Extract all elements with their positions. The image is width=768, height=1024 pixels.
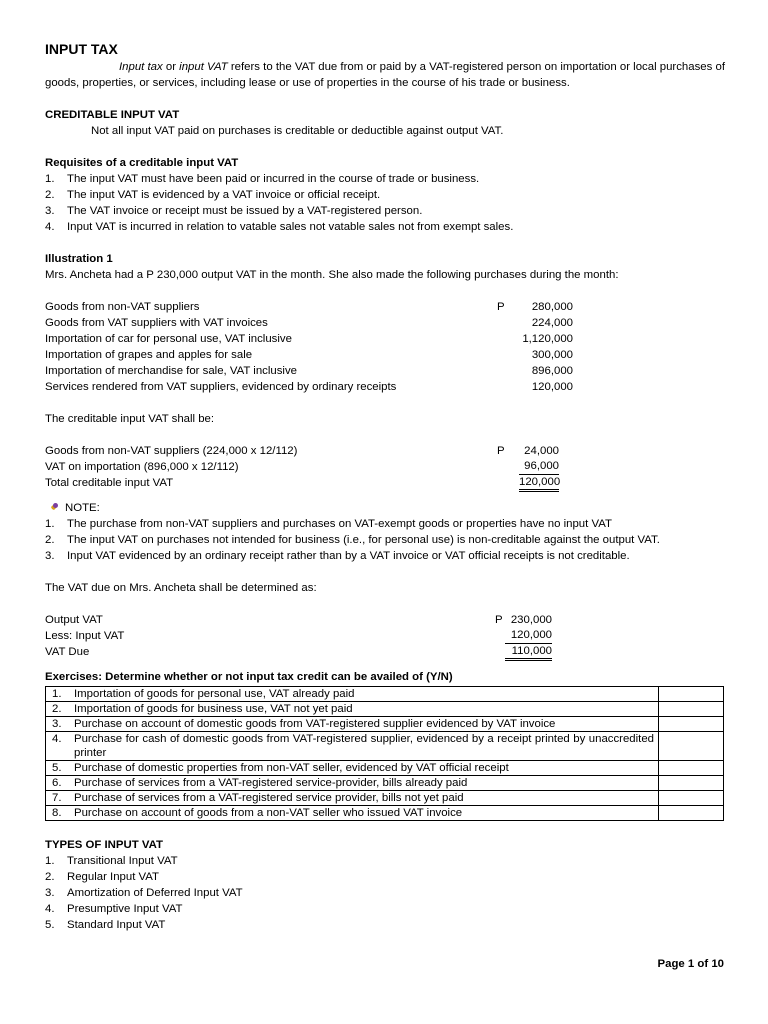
table-row: 3. Purchase on account of domestic goods from VAT-registered supplier evidenced by VAT invoice xyxy=(46,717,724,732)
table-row: 1. Importation of goods for personal use, VAT already paid xyxy=(46,687,724,702)
answer-cell[interactable] xyxy=(659,761,724,776)
vat-due-intro: The VAT due on Mrs. Ancheta shall be determined as: xyxy=(45,582,317,594)
requisites-list xyxy=(45,171,725,235)
list-item: 2. Regular Input VAT xyxy=(45,871,160,883)
term-input-vat: input VAT xyxy=(179,61,228,73)
table-row: 2. Importation of goods for business use, VAT not yet paid xyxy=(46,702,724,717)
answer-cell[interactable] xyxy=(659,732,724,761)
purchase-row: Importation of merchandise for sale, VAT inclusive 896,000 xyxy=(45,365,573,377)
computation-row: Goods from non-VAT suppliers (224,000 x 12/112) P 24,000 xyxy=(45,445,559,457)
types-heading: TYPES OF INPUT VAT xyxy=(45,839,163,851)
illustration-heading: Illustration 1 xyxy=(45,253,113,265)
requisites-heading: Requisites of a creditable input VAT xyxy=(45,157,239,169)
table-row: 5. Purchase of domestic properties from non-VAT seller, evidenced by VAT official receipt xyxy=(46,761,724,776)
vat-due-computation xyxy=(45,612,725,661)
creditable-intro: The creditable input VAT shall be: xyxy=(45,413,215,425)
term-input-tax: Input tax xyxy=(119,61,163,73)
answer-cell[interactable] xyxy=(659,717,724,732)
list-item: 1. The purchase from non-VAT suppliers and purchases on VAT-exempt goods or properties have no input VAT xyxy=(45,518,612,530)
answer-cell[interactable] xyxy=(659,791,724,806)
creditable-paragraph: Not all input VAT paid on purchases is creditable or deductible against output VAT. xyxy=(91,125,504,137)
list-item: 4. Input VAT is incurred in relation to vatable sales not vatable sales not from exempt sales. xyxy=(45,221,514,233)
computation-total-row: VAT Due 110,000 xyxy=(45,644,725,661)
purchase-row: Importation of grapes and apples for sale 300,000 xyxy=(45,349,573,361)
purchase-row: Importation of car for personal use, VAT inclusive 1,120,000 xyxy=(45,333,573,345)
exercises-heading: Exercises: Determine whether or not input tax credit can be availed of (Y/N) xyxy=(45,671,453,683)
list-item: 1. Transitional Input VAT xyxy=(45,855,178,867)
intro-paragraph: Input tax or input VAT refers to the VAT due from or paid by a VAT-registered person on importation or local purchases of goods, properties, or services, including lease or use of properties in the course of his trade or business. xyxy=(45,61,725,89)
list-item: 2. The input VAT on purchases not intended for business (i.e., for personal use) is non-creditable against the output VAT. xyxy=(45,534,660,546)
list-item: 3. The VAT invoice or receipt must be issued by a VAT-registered person. xyxy=(45,205,423,217)
table-row: 4. Purchase for cash of domestic goods from VAT-registered supplier, evidenced by a receipt printed by unaccredited printer xyxy=(46,732,724,761)
page-title: INPUT TAX xyxy=(45,41,118,57)
computation-row: Less: Input VAT 120,000 xyxy=(45,629,552,642)
computation-row: VAT on importation (896,000 x 12/112) 96,000 xyxy=(45,460,559,473)
purchases-list xyxy=(45,299,725,395)
list-item: 5. Standard Input VAT xyxy=(45,919,166,931)
computation-row: Output VAT P 230,000 xyxy=(45,614,552,626)
list-item: 3. Amortization of Deferred Input VAT xyxy=(45,887,243,899)
list-item: 4. Presumptive Input VAT xyxy=(45,903,183,915)
illustration-text: Mrs. Ancheta had a P 230,000 output VAT in the month. She also made the following purchases during the month: xyxy=(45,269,619,281)
purchase-row: Goods from VAT suppliers with VAT invoices 224,000 xyxy=(45,317,573,329)
pushpin-icon xyxy=(47,502,59,514)
answer-cell[interactable] xyxy=(659,702,724,717)
computation-total-row: Total creditable input VAT 120,000 xyxy=(45,475,725,492)
table-row: 8. Purchase on account of goods from a non-VAT seller who issued VAT invoice xyxy=(46,806,724,821)
answer-cell[interactable] xyxy=(659,806,724,821)
creditable-computation xyxy=(45,443,725,492)
note-heading: NOTE: xyxy=(47,500,725,516)
answer-cell[interactable] xyxy=(659,687,724,702)
purchase-row: Services rendered from VAT suppliers, evidenced by ordinary receipts 120,000 xyxy=(45,381,573,393)
list-item: 1. The input VAT must have been paid or incurred in the course of trade or business. xyxy=(45,173,480,185)
creditable-heading: CREDITABLE INPUT VAT xyxy=(45,109,180,121)
table-row: 6. Purchase of services from a VAT-registered service-provider, bills already paid xyxy=(46,776,724,791)
notes-list xyxy=(45,516,725,564)
exercises-table xyxy=(45,686,724,821)
list-item: 2. The input VAT is evidenced by a VAT invoice or official receipt. xyxy=(45,189,381,201)
types-list xyxy=(45,853,725,933)
table-row: 7. Purchase of services from a VAT-registered service provider, bills not yet paid xyxy=(46,791,724,806)
page-number: Page 1 of 10 xyxy=(657,958,724,970)
list-item: 3. Input VAT evidenced by an ordinary receipt rather than by a VAT invoice or VAT official receipts is not creditable. xyxy=(45,550,630,562)
answer-cell[interactable] xyxy=(659,776,724,791)
purchase-row: Goods from non-VAT suppliers P 280,000 xyxy=(45,301,573,313)
document-page xyxy=(45,40,725,933)
